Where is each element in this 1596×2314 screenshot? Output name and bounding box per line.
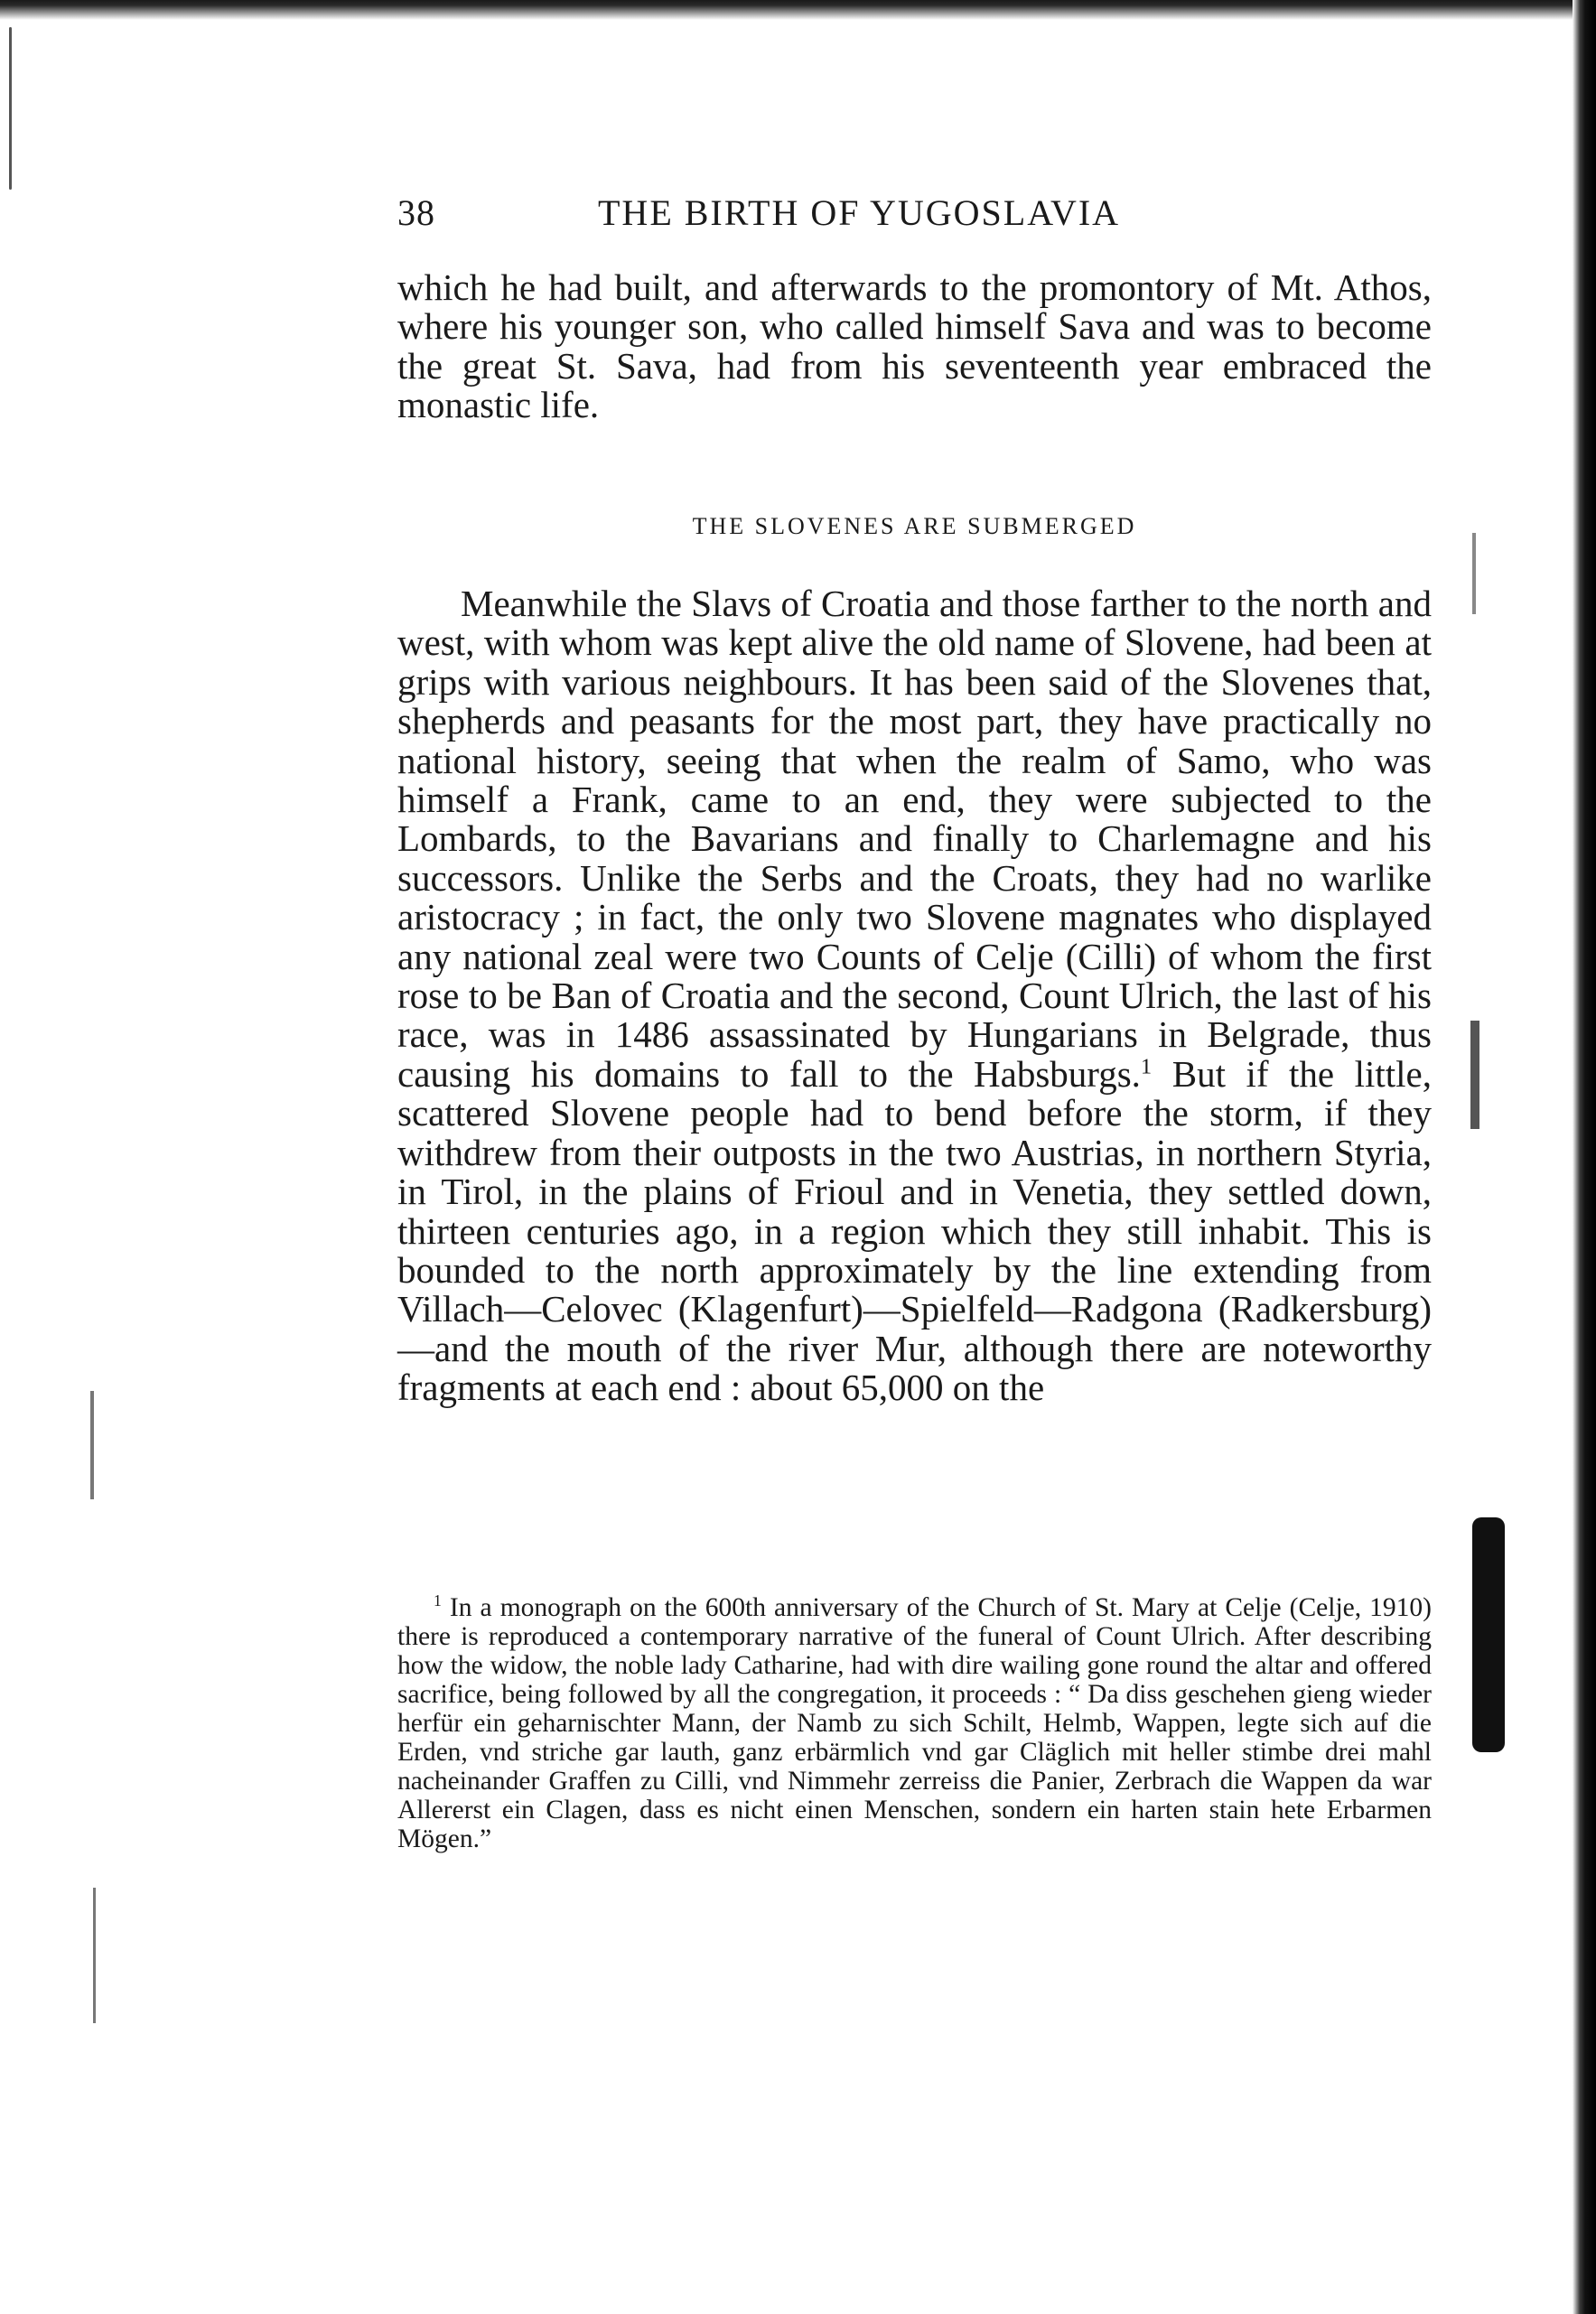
scan-mark [1472,533,1476,614]
scan-mark [90,1391,94,1499]
footnote-marker: 1 [434,1591,442,1610]
scan-mark [1470,1021,1479,1129]
section-heading: THE SLOVENES ARE SUBMERGED [692,513,1137,539]
main-paragraph-continuation: But if the little, scattered Slovene people had to bend before the storm, if they withdrew from their outposts in the two Austrias, in northern Styria, in Tirol, in the plains of Frioul and in Venetia, they settled down, thirteen centuries ago, in a region which they still inhabit. This is bounded to the north approximately by the line extending from Villach—Celovec (Klagenfurt)—Spielfeld—Radgona (Radkersburg) —and the mouth of the river Mur, although there are noteworthy fragments at each end : about 65,000 on the [397,1052,1432,1409]
scan-mark-left [9,27,12,190]
scan-edge-right [1573,0,1596,2314]
main-paragraph [397,584,1432,1408]
page-number: 38 [397,192,435,233]
intro-paragraph-block [397,268,1432,425]
scan-mark [93,1888,96,2023]
scan-mark [1472,1517,1505,1752]
book-title: THE BIRTH OF YUGOSLAVIA [598,192,1121,233]
footnote-reference: 1 [1140,1054,1153,1079]
footnote [397,1593,1432,1853]
main-paragraph-block [397,584,1432,1408]
footnote-text: In a monograph on the 600th anniversary of the Church of St. Mary at Celje (Celje, 1910) there is reproduced a contemporary narrative of the funeral of Count Ulrich. After describing how the widow, the noble lady Catharine, had with dire wailing gone round the altar and offered sacrifice, being followed by all the congregation, it proceeds : “ Da diss geschehen gieng wieder herfür ein geharnischter Mann, der Namb zu sich Schilt, Helmb, Wappen, legte sich auf die Erden, vnd striche gar lauth, ganz erbärmlich vnd gar Cläglich mit heller stimbe drei mahl nacheinander Graffen zu Cilli, vnd Nimmehr zerreiss die Panier, Zerbrach die Wappen da war Allererst ein Clagen, dass es nicht einen Menschen, sondern ein harten stain hete Erbarmen Mögen.” [397,1593,1432,1853]
scan-edge-top [0,0,1596,20]
running-head [397,191,1427,242]
intro-paragraph: which he had built, and afterwards to the promontory of Mt. Athos, where his younger son, who called himself Sava and was to become the great St. Sava, had from his seventeenth year embraced the monastic life. [397,266,1432,426]
main-paragraph-text: Meanwhile the Slavs of Croatia and those farther to the north and west, with whom was kept alive the old name of Slovene, had been at grips with various neighbours. It has been said of the Slovenes that, shepherds and peasants for the most part, they have practically no national history, seeing that when the realm of Samo, who was himself a Frank, came to an end, they were subjected to the Lombards, to the Bavarians and finally to Charlemagne and his successors. Unlike the Serbs and the Croats, they had no warlike aristocracy ; in fact, the only two Slovene magnates who displayed any national zeal were two Counts of Celje (Cilli) of whom the first rose to be Ban of Croatia and the second, Count Ulrich, the last of his race, was in 1486 assassinated by Hungarians in Belgrade, thus causing his domains to fall to the Habsburgs. [397,583,1432,1095]
